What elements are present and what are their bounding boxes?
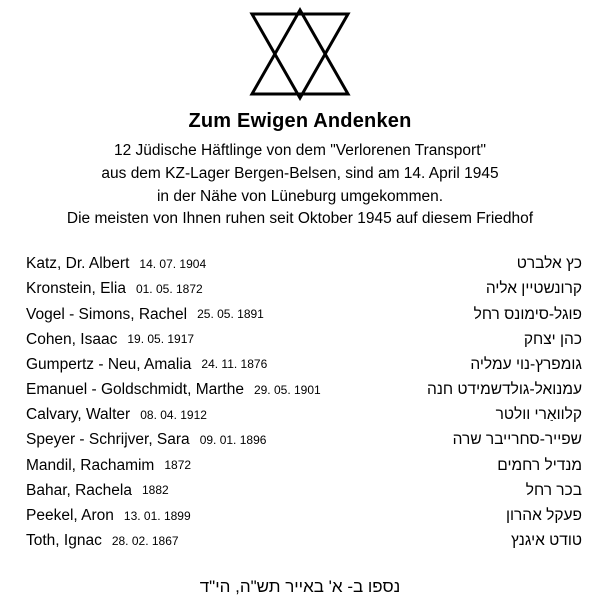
person-date: 19. 05. 1917 bbox=[127, 332, 195, 347]
person-name: Emanuel - Goldschmidt, Marthe bbox=[26, 381, 244, 399]
list-item bbox=[26, 431, 582, 456]
person-name-hebrew: קרונשטיין אליה bbox=[485, 280, 582, 298]
list-item bbox=[26, 406, 582, 431]
person-date: 01. 05. 1872 bbox=[135, 281, 203, 296]
person-name: Bahar, Rachela bbox=[26, 481, 132, 499]
name-date-group bbox=[26, 331, 194, 349]
name-date-group bbox=[26, 381, 321, 399]
person-name: Speyer - Schrijver, Sara bbox=[26, 431, 190, 449]
person-name: Toth, Ignac bbox=[26, 532, 102, 550]
description-line-2: aus dem KZ-Lager Bergen-Belsen, sind am 14. April 1945 bbox=[101, 164, 499, 182]
person-name-hebrew: קלוואַרי וולטר bbox=[495, 406, 582, 424]
person-date: 29. 05. 1901 bbox=[253, 382, 321, 397]
person-date: 09. 01. 1896 bbox=[199, 432, 267, 447]
description-line-4: Die meisten von Ihnen ruhen seit Oktober 1945 auf diesem Friedhof bbox=[66, 210, 534, 228]
person-date: 24. 11. 1876 bbox=[201, 357, 268, 372]
person-name-hebrew: עמנואל-גולדשמידט חנה bbox=[427, 381, 582, 399]
name-date-group bbox=[26, 356, 267, 374]
person-name: Cohen, Isaac bbox=[26, 330, 118, 348]
person-name: Vogel - Simons, Rachel bbox=[26, 305, 188, 323]
person-name: Mandil, Rachamim bbox=[26, 456, 155, 474]
list-item bbox=[26, 280, 582, 305]
footer-hebrew-inscription: נספו ב- א' באייר תש"ה, הי"ד bbox=[199, 577, 401, 596]
person-name-hebrew: גומפרץ-נוי עמליה bbox=[470, 355, 582, 373]
person-name-hebrew: טודט איגנץ bbox=[510, 532, 582, 550]
name-date-group bbox=[26, 482, 169, 500]
person-name-hebrew: פוגל-סימונס רחל bbox=[473, 305, 582, 323]
person-date: 08. 04. 1912 bbox=[140, 407, 207, 422]
star-of-david-icon bbox=[246, 6, 354, 102]
name-date-group bbox=[26, 406, 207, 424]
star-of-david-emblem bbox=[0, 0, 600, 102]
person-name-hebrew: מנדיל רחמים bbox=[497, 456, 582, 474]
list-item bbox=[26, 507, 582, 532]
person-name: Gumpertz - Neu, Amalia bbox=[26, 355, 192, 373]
description-line-3: in der Nähe von Lüneburg umgekommen. bbox=[156, 187, 444, 205]
list-item bbox=[26, 532, 582, 557]
names-list bbox=[0, 255, 600, 557]
name-date-group bbox=[26, 431, 266, 449]
memorial-description bbox=[0, 140, 600, 231]
person-name-hebrew: בכר רחל bbox=[525, 481, 582, 499]
page-title: Zum Ewigen Andenken bbox=[188, 110, 412, 132]
person-name-hebrew: פעקל אהרון bbox=[505, 507, 582, 524]
person-name-hebrew: כהן יצחק bbox=[523, 330, 582, 348]
person-date: 25. 05. 1891 bbox=[197, 307, 264, 321]
name-date-group bbox=[26, 255, 206, 273]
person-date: 28. 02. 1867 bbox=[111, 533, 179, 548]
person-name: Katz, Dr. Albert bbox=[26, 255, 130, 273]
person-date: 1872 bbox=[164, 458, 192, 473]
list-item bbox=[26, 482, 582, 507]
person-name-hebrew: שפייר-סחרייבר שרה bbox=[452, 431, 582, 449]
list-item bbox=[26, 331, 582, 356]
description-line-1: 12 Jüdische Häftlinge von dem "Verlorenen Transport" bbox=[113, 142, 487, 159]
person-name: Calvary, Walter bbox=[26, 406, 131, 424]
name-date-group bbox=[26, 306, 264, 324]
name-date-group bbox=[26, 532, 179, 550]
list-item bbox=[26, 381, 582, 406]
person-date: 14. 07. 1904 bbox=[139, 256, 207, 271]
list-item bbox=[26, 306, 582, 331]
name-date-group bbox=[26, 507, 191, 525]
person-date: 13. 01. 1899 bbox=[123, 508, 191, 523]
list-item bbox=[26, 255, 582, 280]
person-name: Kronstein, Elia bbox=[26, 280, 126, 298]
person-date: 1882 bbox=[142, 483, 169, 498]
list-item bbox=[26, 356, 582, 381]
name-date-group bbox=[26, 280, 203, 298]
person-name-hebrew: כץ אלברט bbox=[516, 255, 582, 273]
name-date-group bbox=[26, 457, 191, 475]
person-name: Peekel, Aron bbox=[26, 507, 114, 524]
list-item bbox=[26, 457, 582, 482]
